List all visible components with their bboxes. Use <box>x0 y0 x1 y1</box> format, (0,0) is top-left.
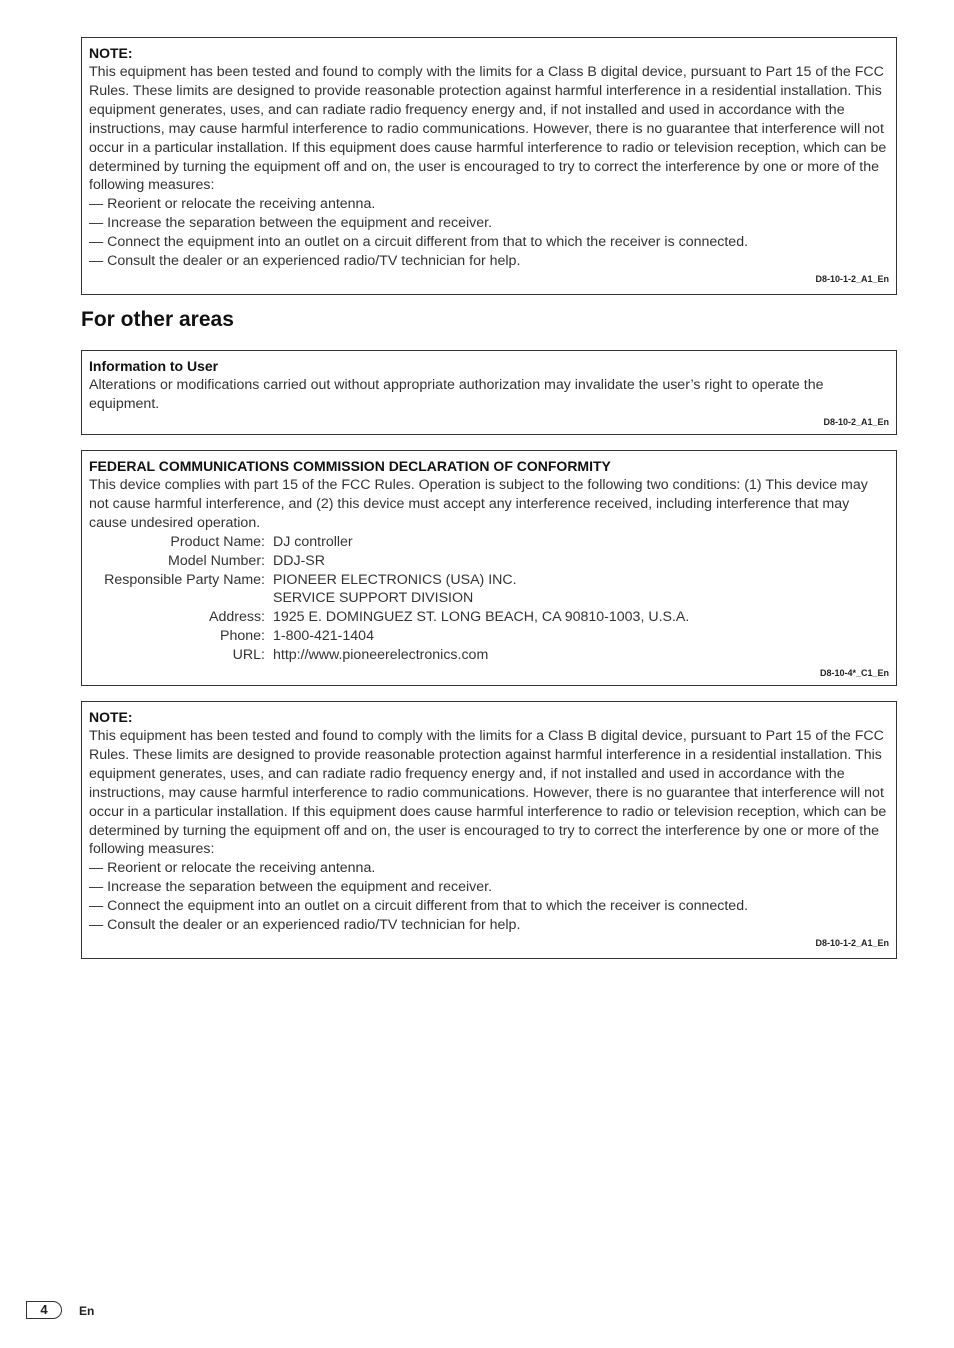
model-number-value: DDJ-SR <box>273 552 326 569</box>
language-code: En <box>79 1304 95 1318</box>
note-measure: — Consult the dealer or an experienced radio/TV technician for help. <box>89 253 521 270</box>
address-label: Address: <box>209 609 265 626</box>
fcc-note-box <box>81 701 897 959</box>
url-value: http://www.pioneerelectronics.com <box>273 647 489 664</box>
document-code: D8-10-1-2_A1_En <box>815 273 889 284</box>
phone-value: 1-800-421-1404 <box>273 628 374 645</box>
fcc-note-box <box>81 37 897 295</box>
note-title: NOTE: <box>89 45 133 61</box>
declaration-details <box>89 533 889 665</box>
note-paragraph: This equipment has been tested and found to comply with the limits for a Class B digital device, pursuant to Part 15 of the FCC Rules. These limits are designed to provide reasonable protection against harmful interference in a residential installation. This equipment generates, uses, and can radiate radio frequency energy and, if not installed and used in accordance with the instructions, may cause harmful interference to radio communications. However, there is no guarantee that interference will not occur in a particular installation. If this equipment does cause harmful interference to radio or television reception, which can be determined by turning the equipment off and on, the user is encouraged to try to correct the interference by one or more of the following measures: <box>89 728 887 858</box>
fcc-declaration-box <box>81 450 897 686</box>
model-number-label: Model Number: <box>168 552 265 569</box>
phone-label: Phone: <box>220 628 265 645</box>
document-code: D8-10-4*_C1_En <box>819 668 889 679</box>
note-measure: — Increase the separation between the equipment and receiver. <box>89 879 493 896</box>
info-paragraph: Alterations or modifications carried out without appropriate authorization may invalidate the user’s right to operate the equipment. <box>89 377 824 412</box>
info-title: Information to User <box>89 358 219 374</box>
section-heading: For other areas <box>81 308 234 331</box>
note-measure: — Connect the equipment into an outlet on a circuit different from that to which the receiver is connected. <box>89 898 749 915</box>
information-to-user-box <box>81 350 897 435</box>
note-title: NOTE: <box>89 709 133 725</box>
declaration-paragraph: This device complies with part 15 of the FCC Rules. Operation is subject to the following two conditions: (1) This device may not cause harmful interference, and (2) this device must accept any interference received, including interference that may cause undesired operation. <box>89 477 868 531</box>
declaration-title: FEDERAL COMMUNICATIONS COMMISSION DECLARATION OF CONFORMITY <box>89 458 611 474</box>
page-number: 4 <box>26 1301 62 1319</box>
note-measure: — Consult the dealer or an experienced radio/TV technician for help. <box>89 917 521 934</box>
url-label: URL: <box>232 647 265 664</box>
note-paragraph: This equipment has been tested and found to comply with the limits for a Class B digital device, pursuant to Part 15 of the FCC Rules. These limits are designed to provide reasonable protection against harmful interference in a residential installation. This equipment generates, uses, and can radiate radio frequency energy and, if not installed and used in accordance with the instructions, may cause harmful interference to radio communications. However, there is no guarantee that interference will not occur in a particular installation. If this equipment does cause harmful interference to radio or television reception, which can be determined by turning the equipment off and on, the user is encouraged to try to correct the interference by one or more of the following measures: <box>89 64 887 194</box>
responsible-party-division: SERVICE SUPPORT DIVISION <box>273 590 474 607</box>
product-name-label: Product Name: <box>170 533 265 550</box>
note-measure: — Reorient or relocate the receiving antenna. <box>89 196 376 213</box>
note-measure: — Connect the equipment into an outlet on a circuit different from that to which the receiver is connected. <box>89 234 749 251</box>
product-name-value: DJ controller <box>273 533 353 550</box>
responsible-party-value: PIONEER ELECTRONICS (USA) INC. <box>273 571 517 588</box>
note-measure: — Reorient or relocate the receiving antenna. <box>89 860 376 877</box>
document-code: D8-10-2_A1_En <box>823 416 889 427</box>
document-code: D8-10-1-2_A1_En <box>815 937 889 948</box>
address-value: 1925 E. DOMINGUEZ ST. LONG BEACH, CA 90810-1003, U.S.A. <box>273 609 690 626</box>
responsible-party-label: Responsible Party Name: <box>104 571 265 588</box>
empty-label <box>89 589 265 608</box>
note-measure: — Increase the separation between the equipment and receiver. <box>89 215 493 232</box>
